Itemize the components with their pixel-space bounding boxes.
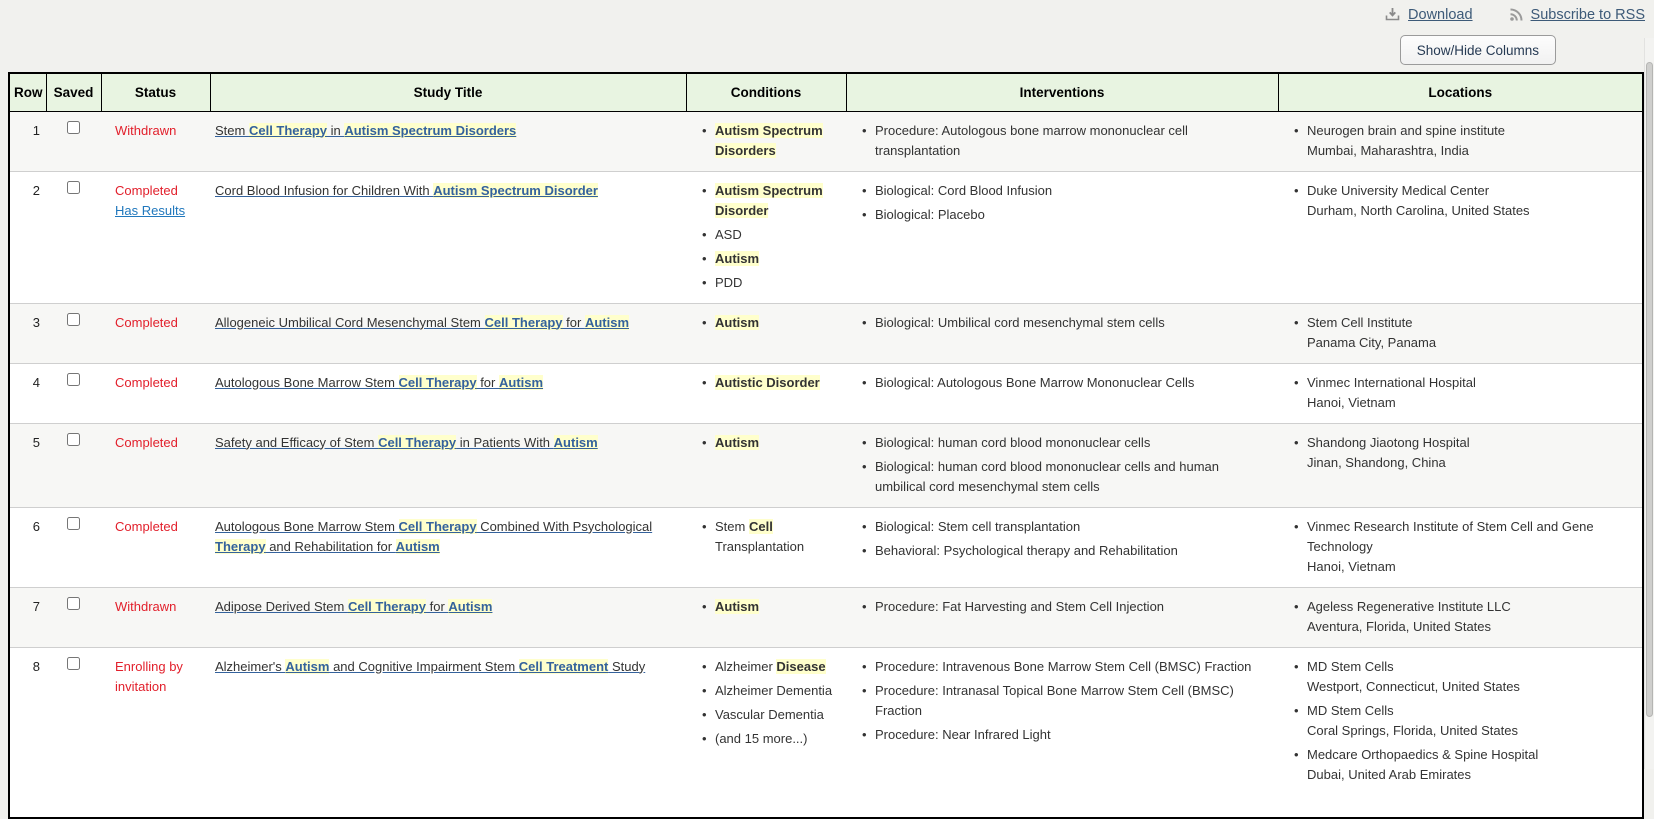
status-cell	[101, 363, 210, 423]
save-checkbox[interactable]	[67, 121, 80, 134]
highlighted-term: Autism Spectrum Disorder	[433, 182, 598, 198]
highlighted-term: Disease	[776, 658, 826, 674]
text-part: and Rehabilitation for	[265, 538, 396, 554]
highlighted-term: Autism	[498, 374, 544, 390]
intervention-item: • Biological: Stem cell transplantation	[862, 517, 1272, 537]
column-header-locations: Locations	[1278, 73, 1643, 111]
locations-list	[1284, 181, 1636, 221]
highlighted-term: Cell Therapy	[398, 518, 477, 534]
column-header-row: Row	[9, 73, 46, 111]
location-item	[1294, 121, 1636, 161]
saved-cell	[46, 647, 101, 818]
location-facility: • Duke University Medical Center	[1307, 182, 1490, 198]
highlighted-term: Autism	[395, 538, 440, 554]
table-row	[9, 507, 1643, 587]
saved-cell	[46, 363, 101, 423]
title-cell	[210, 363, 686, 423]
location-place: Jinan, Shandong, China	[1307, 454, 1446, 470]
column-header-interventions: Interventions	[846, 73, 1278, 111]
row-number: 7	[9, 587, 46, 647]
highlighted-term: Therapy	[215, 538, 266, 554]
interventions-list	[852, 517, 1272, 561]
highlighted-term: Autism	[584, 314, 629, 330]
status-cell	[101, 171, 210, 303]
locations-cell	[1278, 587, 1643, 647]
location-facility: • Shandong Jiaotong Hospital	[1307, 434, 1470, 450]
locations-list	[1284, 433, 1636, 473]
save-checkbox[interactable]	[67, 373, 80, 386]
condition-item	[702, 249, 840, 269]
highlighted-term: Autism	[715, 250, 760, 266]
text-part: ASD	[715, 226, 742, 242]
status-cell	[101, 587, 210, 647]
location-item	[1294, 745, 1636, 785]
conditions-list	[692, 517, 840, 557]
row-number: 5	[9, 423, 46, 507]
column-header-status: Status	[101, 73, 210, 111]
table-row	[9, 111, 1643, 171]
saved-cell	[46, 111, 101, 171]
interventions-cell	[846, 507, 1278, 587]
interventions-cell	[846, 111, 1278, 171]
save-checkbox[interactable]	[67, 657, 80, 670]
highlighted-term: Cell Therapy	[248, 122, 327, 138]
table-header-row	[9, 73, 1643, 111]
save-checkbox[interactable]	[67, 433, 80, 446]
scrollbar-thumb[interactable]	[1646, 62, 1653, 717]
conditions-list	[692, 597, 840, 617]
conditions-cell	[686, 171, 846, 303]
row-number: 2	[9, 171, 46, 303]
text-part: Autologous Bone Marrow Stem	[215, 518, 399, 534]
status-cell	[101, 647, 210, 818]
location-item	[1294, 657, 1636, 697]
table-row	[9, 647, 1643, 818]
table-row	[9, 171, 1643, 303]
title-cell	[210, 171, 686, 303]
intervention-item: • Procedure: Fat Harvesting and Stem Cell Injection	[862, 597, 1272, 617]
highlighted-term: Autism	[448, 598, 493, 614]
conditions-cell	[686, 363, 846, 423]
status-text: Completed	[115, 182, 178, 198]
highlighted-term: Autism Spectrum Disorders	[344, 122, 517, 138]
highlighted-term: Autism	[715, 598, 760, 614]
text-part: Safety and Efficacy of Stem	[215, 434, 379, 450]
locations-list	[1284, 373, 1636, 413]
status-text: Completed	[115, 314, 178, 330]
row-number: 4	[9, 363, 46, 423]
location-place: Hanoi, Vietnam	[1307, 558, 1396, 574]
locations-cell	[1278, 363, 1643, 423]
table-row	[9, 363, 1643, 423]
title-cell	[210, 507, 686, 587]
interventions-list	[852, 313, 1272, 333]
subscribe-rss-link[interactable]	[1509, 7, 1645, 23]
locations-cell	[1278, 171, 1643, 303]
conditions-cell	[686, 647, 846, 818]
intervention-item: • Procedure: Intravenous Bone Marrow Stem Cell (BMSC) Fraction	[862, 657, 1272, 677]
interventions-list	[852, 181, 1272, 225]
condition-item	[702, 181, 840, 221]
row-number: 3	[9, 303, 46, 363]
location-place: Westport, Connecticut, United States	[1307, 678, 1520, 694]
intervention-item: • Procedure: Near Infrared Light	[862, 725, 1272, 745]
text-part: Autologous Bone Marrow Stem	[215, 374, 399, 390]
row-number: 1	[9, 111, 46, 171]
location-facility: • Vinmec International Hospital	[1307, 374, 1476, 390]
title-cell	[210, 587, 686, 647]
highlighted-term: Autism	[285, 658, 330, 674]
interventions-list	[852, 373, 1272, 393]
location-item	[1294, 373, 1636, 413]
study-title-link[interactable]	[215, 375, 543, 390]
location-place: Aventura, Florida, United States	[1307, 618, 1492, 634]
interventions-list	[852, 657, 1272, 745]
highlighted-term: Autism	[715, 314, 760, 330]
locations-list	[1284, 121, 1636, 161]
location-item	[1294, 701, 1636, 741]
interventions-cell	[846, 423, 1278, 507]
locations-cell	[1278, 111, 1643, 171]
text-part: in Patients With	[456, 434, 554, 450]
locations-cell	[1278, 507, 1643, 587]
condition-item	[702, 681, 840, 701]
interventions-cell	[846, 647, 1278, 818]
interventions-cell	[846, 303, 1278, 363]
saved-cell	[46, 507, 101, 587]
highlighted-term: Autism	[715, 434, 760, 450]
condition-item	[702, 313, 840, 333]
intervention-item: • Biological: Autologous Bone Marrow Mononuclear Cells	[862, 373, 1272, 393]
condition-item	[702, 657, 840, 677]
rss-icon	[1509, 7, 1524, 22]
text-part: Transplantation	[715, 538, 805, 554]
title-cell	[210, 647, 686, 818]
location-place: Hanoi, Vietnam	[1307, 394, 1396, 410]
download-link[interactable]	[1384, 6, 1473, 23]
study-title-link[interactable]	[215, 123, 516, 138]
text-part: for	[476, 374, 499, 390]
highlighted-term: Cell Therapy	[398, 374, 477, 390]
text-part: and Cognitive Impairment Stem	[329, 658, 519, 674]
conditions-list	[692, 433, 840, 453]
intervention-item: • Biological: human cord blood mononuclear cells	[862, 433, 1272, 453]
show-hide-columns-button[interactable]: Show/Hide Columns	[1400, 35, 1556, 65]
highlighted-term: Cell Therapy	[347, 598, 426, 614]
highlighted-term: Cell Therapy	[378, 434, 457, 450]
interventions-list	[852, 121, 1272, 161]
highlighted-term: Cell Therapy	[484, 314, 563, 330]
location-facility: • Stem Cell Institute	[1307, 314, 1413, 330]
text-part: Stem	[215, 122, 249, 138]
text-part: Adipose Derived Stem	[215, 598, 348, 614]
highlighted-term: Autistic Disorder	[715, 374, 820, 390]
saved-cell	[46, 171, 101, 303]
intervention-item: • Behavioral: Psychological therapy and Rehabilitation	[862, 541, 1272, 561]
text-part: Alzheimer	[715, 658, 777, 674]
text-part: Cord Blood Infusion for Children With	[215, 182, 434, 198]
table-row	[9, 587, 1643, 647]
status-cell	[101, 111, 210, 171]
location-facility: • MD Stem Cells	[1307, 658, 1394, 674]
condition-item	[702, 729, 840, 749]
status-cell	[101, 303, 210, 363]
location-item	[1294, 517, 1636, 577]
table-row	[9, 303, 1643, 363]
location-place: Coral Springs, Florida, United States	[1307, 722, 1518, 738]
conditions-cell	[686, 303, 846, 363]
text-part: Alzheimer Dementia	[715, 682, 833, 698]
conditions-list	[692, 373, 840, 393]
row-number: 8	[9, 647, 46, 818]
intervention-item: • Biological: human cord blood mononuclear cells and human umbilical cord mesenchymal stem cells	[862, 457, 1272, 497]
conditions-cell	[686, 111, 846, 171]
location-facility: • Vinmec Research Institute of Stem Cell and Gene Technology	[1307, 518, 1594, 554]
text-part: Study	[608, 658, 646, 674]
location-place: Durham, North Carolina, United States	[1307, 202, 1530, 218]
title-cell	[210, 423, 686, 507]
status-text: Completed	[115, 434, 178, 450]
status-text: Withdrawn	[115, 598, 177, 614]
has-results-link[interactable]: Has Results	[115, 202, 186, 218]
conditions-list	[692, 121, 840, 161]
text-part: (and 15 more...)	[715, 730, 808, 746]
location-item	[1294, 597, 1636, 637]
condition-item	[702, 517, 840, 557]
save-checkbox[interactable]	[67, 517, 80, 530]
conditions-list	[692, 657, 840, 749]
conditions-list	[692, 181, 840, 293]
study-title-link[interactable]	[215, 659, 645, 674]
study-title-link[interactable]	[215, 599, 492, 614]
status-cell	[101, 507, 210, 587]
column-header-saved: Saved	[46, 73, 101, 111]
title-cell	[210, 303, 686, 363]
vertical-scrollbar[interactable]	[1644, 38, 1654, 769]
highlighted-term: Cell	[748, 518, 773, 534]
status-text: Enrolling by invitation	[115, 658, 183, 694]
location-facility: • Neurogen brain and spine institute	[1307, 122, 1506, 138]
study-title-link[interactable]	[215, 183, 598, 198]
location-place: Mumbai, Maharashtra, India	[1307, 142, 1469, 158]
status-cell	[101, 423, 210, 507]
saved-cell	[46, 303, 101, 363]
download-label: Download	[1408, 6, 1473, 23]
conditions-list	[692, 313, 840, 333]
text-part: Allogeneic Umbilical Cord Mesenchymal Stem	[215, 314, 485, 330]
condition-item	[702, 273, 840, 293]
text-part: Vascular Dementia	[715, 706, 824, 722]
study-title-link[interactable]	[215, 435, 598, 450]
save-checkbox[interactable]	[67, 313, 80, 326]
subscribe-rss-label: Subscribe to RSS	[1530, 6, 1645, 23]
location-item	[1294, 433, 1636, 473]
locations-cell	[1278, 423, 1643, 507]
results-table	[8, 72, 1644, 819]
locations-list	[1284, 313, 1636, 353]
conditions-cell	[686, 587, 846, 647]
text-part: in	[327, 122, 345, 138]
conditions-cell	[686, 507, 846, 587]
saved-cell	[46, 423, 101, 507]
intervention-item: • Biological: Umbilical cord mesenchymal stem cells	[862, 313, 1272, 333]
download-icon	[1384, 6, 1401, 23]
intervention-item: • Biological: Placebo	[862, 205, 1272, 225]
table-row	[9, 423, 1643, 507]
study-title-link[interactable]	[215, 315, 629, 330]
highlighted-term: Autism Spectrum Disorder	[715, 182, 823, 218]
location-place: Panama City, Panama	[1307, 334, 1437, 350]
condition-item	[702, 433, 840, 453]
locations-list	[1284, 597, 1636, 637]
status-text: Completed	[115, 518, 178, 534]
conditions-cell	[686, 423, 846, 507]
interventions-cell	[846, 363, 1278, 423]
text-part: for	[562, 314, 585, 330]
intervention-item: • Procedure: Intranasal Topical Bone Marrow Stem Cell (BMSC) Fraction	[862, 681, 1272, 721]
status-text: Withdrawn	[115, 122, 177, 138]
highlighted-term: Autism	[553, 434, 598, 450]
save-checkbox[interactable]	[67, 597, 80, 610]
highlighted-term: Cell Treatment	[518, 658, 609, 674]
text-part: Stem	[715, 518, 749, 534]
text-part: Alzheimer's	[215, 658, 286, 674]
locations-cell	[1278, 303, 1643, 363]
text-part: Combined With Psychological	[476, 518, 653, 534]
toolbar	[1384, 6, 1645, 23]
status-text: Completed	[115, 374, 178, 390]
saved-cell	[46, 587, 101, 647]
highlighted-term: Autism Spectrum Disorders	[715, 122, 823, 158]
intervention-item: • Biological: Cord Blood Infusion	[862, 181, 1272, 201]
text-part: PDD	[715, 274, 743, 290]
title-cell	[210, 111, 686, 171]
save-checkbox[interactable]	[67, 181, 80, 194]
interventions-list	[852, 597, 1272, 617]
condition-item	[702, 705, 840, 725]
location-place: Dubai, United Arab Emirates	[1307, 766, 1472, 782]
text-part: for	[425, 598, 449, 614]
column-header-conditions: Conditions	[686, 73, 846, 111]
location-facility: • MD Stem Cells	[1307, 702, 1394, 718]
condition-item	[702, 597, 840, 617]
condition-item	[702, 373, 840, 393]
location-item	[1294, 313, 1636, 353]
interventions-list	[852, 433, 1272, 497]
interventions-cell	[846, 587, 1278, 647]
condition-item	[702, 121, 840, 161]
column-header-study-title: Study Title	[210, 73, 686, 111]
locations-list	[1284, 517, 1636, 577]
row-number: 6	[9, 507, 46, 587]
condition-item	[702, 225, 840, 245]
location-facility: • Medcare Orthopaedics & Spine Hospital	[1307, 746, 1539, 762]
locations-list	[1284, 657, 1636, 785]
intervention-item: • Procedure: Autologous bone marrow mononuclear cell transplantation	[862, 121, 1272, 161]
location-item	[1294, 181, 1636, 221]
interventions-cell	[846, 171, 1278, 303]
location-facility: • Ageless Regenerative Institute LLC	[1307, 598, 1511, 614]
locations-cell	[1278, 647, 1643, 818]
study-title-link[interactable]	[215, 519, 652, 554]
